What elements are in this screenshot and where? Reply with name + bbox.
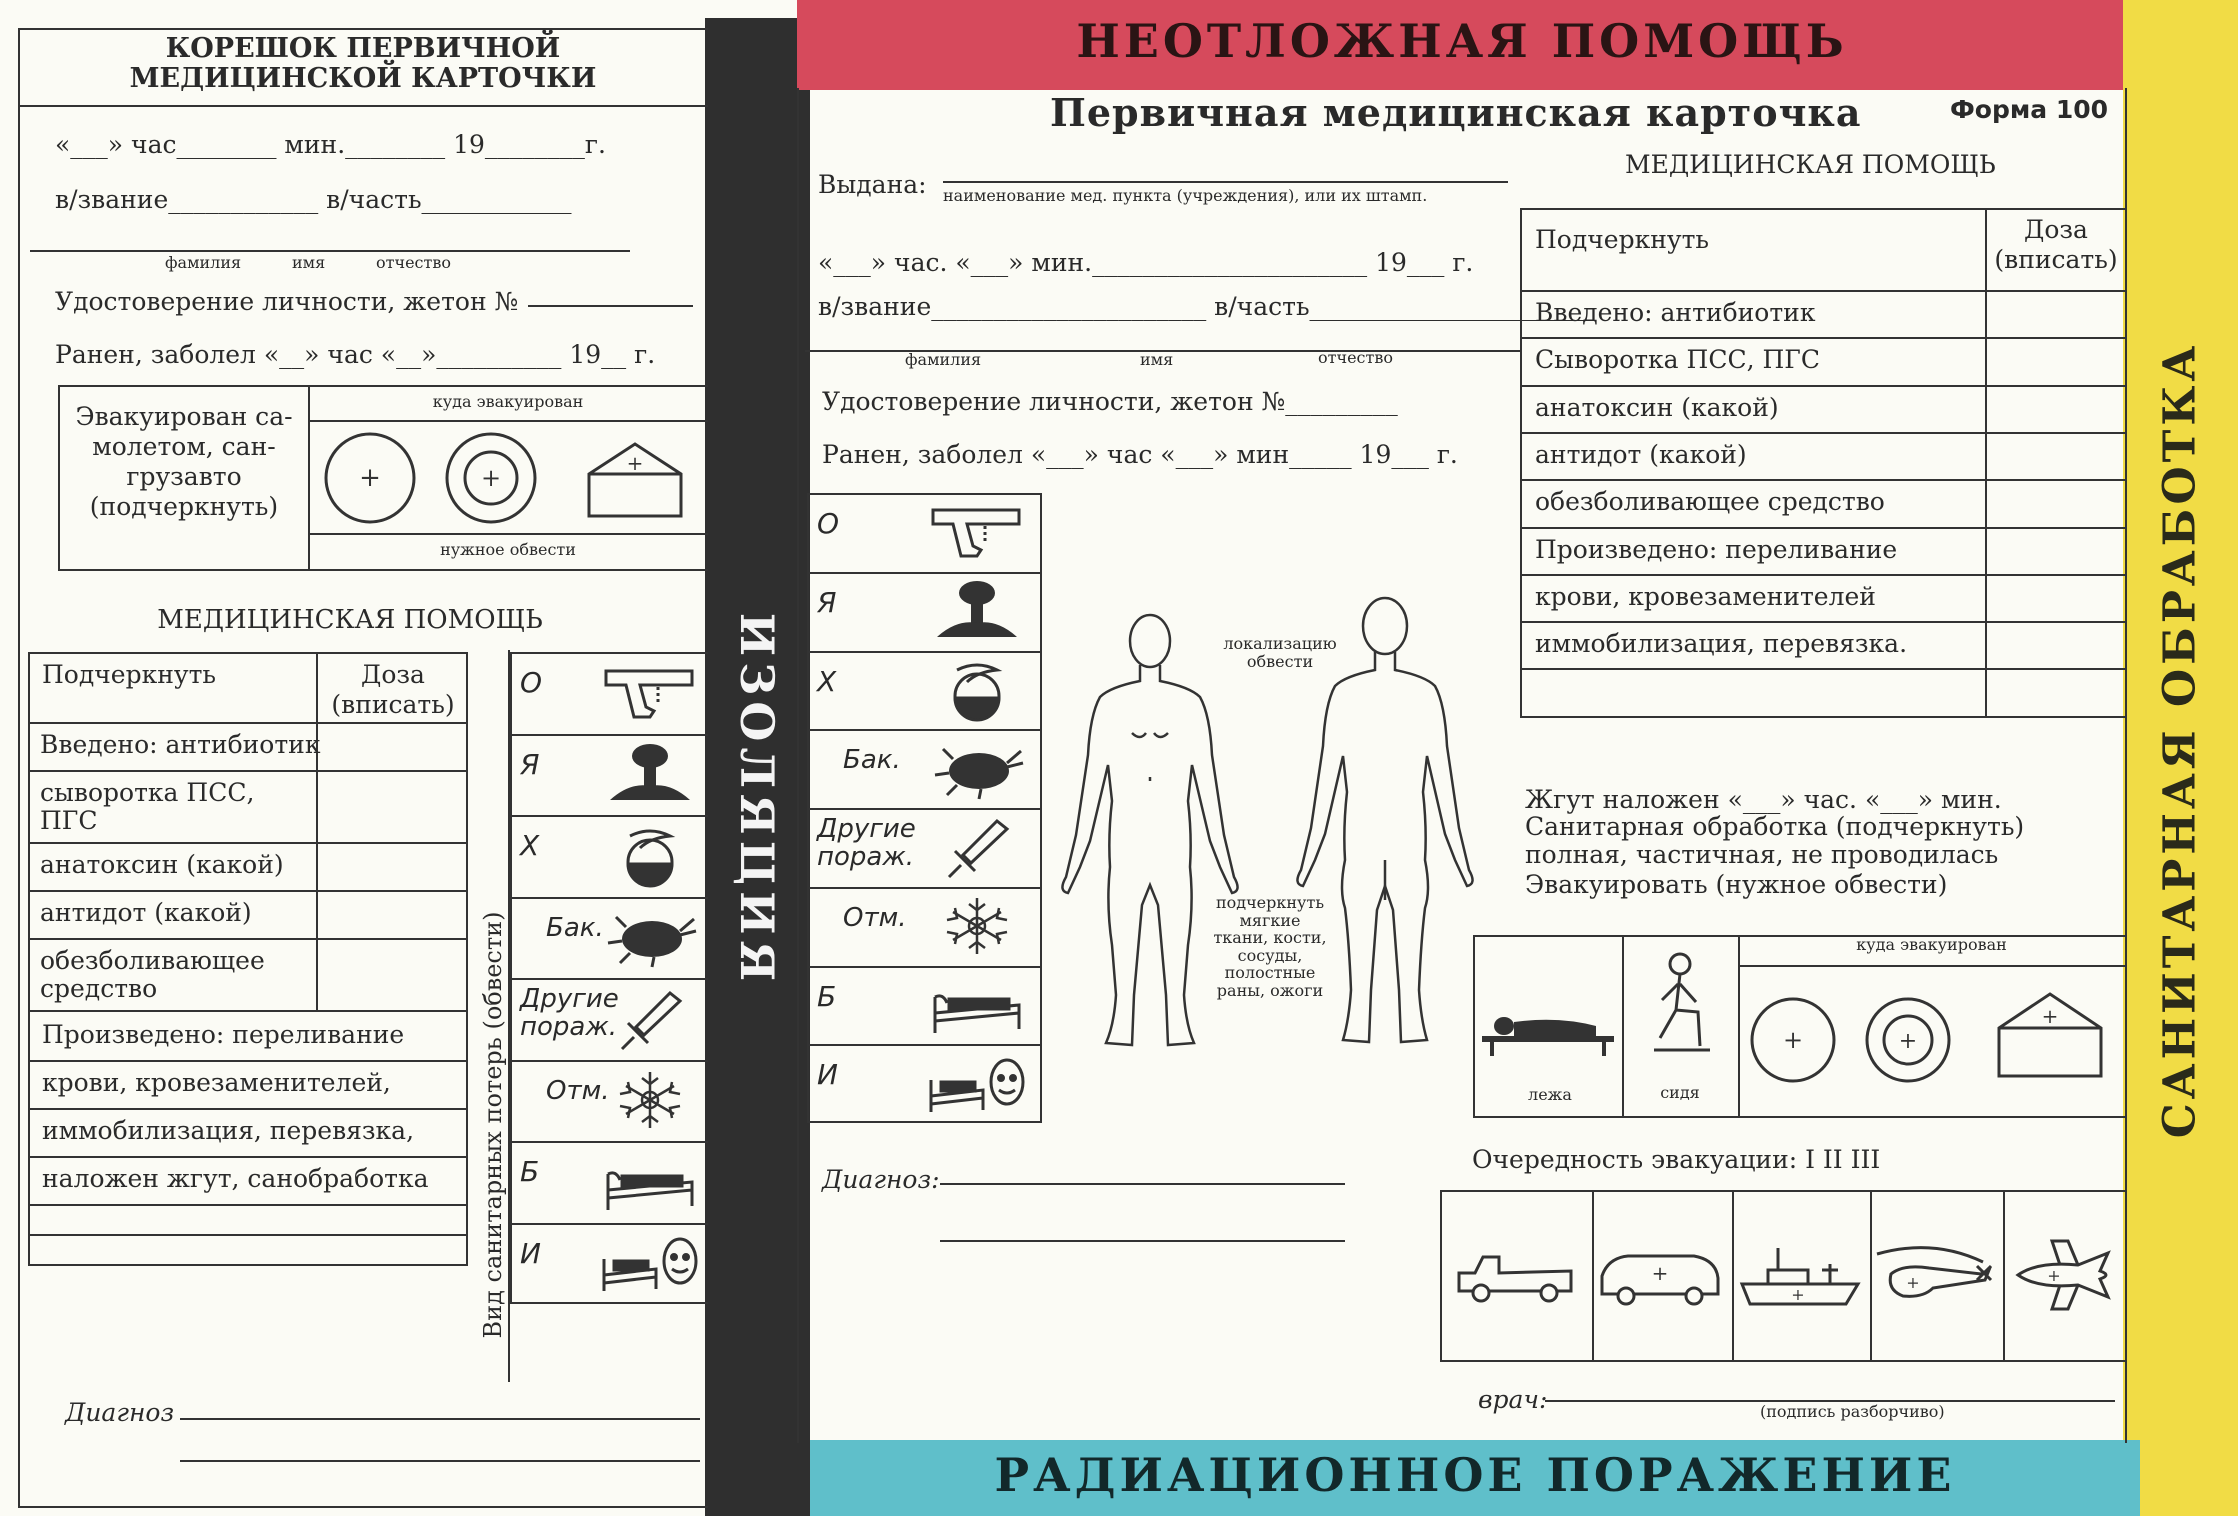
yellow-band-title: САНИТАРНАЯ ОБРАБОТКА [2154, 341, 2206, 1139]
card-table-dose-cell[interactable] [1987, 527, 2125, 574]
card-table-col2a: Доза [2024, 215, 2088, 244]
card-wounded-line[interactable]: Ранен, заболел «___» час «___» мин_____ 19___ г. [822, 440, 1458, 469]
card-date-line[interactable]: «___» час. «___» мин.______________________ 19___ г. [818, 248, 1474, 277]
svg-text:+: + [2041, 1004, 2059, 1028]
card-diagnosis-field2[interactable] [940, 1240, 1345, 1242]
stub-loss-code-label[interactable]: Отм. [546, 1075, 610, 1106]
stub-row-transfusion: Произведено: переливание [42, 1020, 405, 1049]
stub-row-antidote: антидот (какой) [40, 898, 252, 927]
card-evac-where: куда эвакуирован [1856, 935, 2007, 954]
issued-label: Выдана: [818, 170, 927, 199]
bug-icon[interactable] [600, 905, 700, 969]
sitting-person-icon[interactable] [1640, 950, 1720, 1060]
loss-code-divider [807, 1044, 1042, 1046]
isolation-band-title: ИЗОЛЯЦИЯ [730, 612, 784, 988]
stub-loss-code-label[interactable]: Я [520, 747, 540, 781]
card-table-row-label: антидот (какой) [1535, 439, 1747, 469]
body-localize-note: локализацию обвести [1223, 634, 1337, 671]
card-diagnosis-field[interactable] [940, 1183, 1345, 1185]
evac-priority[interactable]: Очередность эвакуации: I II III [1472, 1145, 1881, 1174]
tent-hospital-icon[interactable] [1995, 990, 2105, 1080]
stub-diagnosis-field2[interactable] [180, 1460, 700, 1462]
chemical-icon[interactable] [927, 658, 1027, 722]
stub-med-help-title: МЕДИЦИНСКАЯ ПОМОЩЬ [157, 605, 543, 635]
stub-row-serum: сыворотка ПСС, [40, 778, 255, 807]
card-loss-code-label[interactable]: Я [817, 585, 837, 619]
stub-row-blood: крови, кровезаменителей, [42, 1068, 391, 1097]
loss-code-divider [807, 651, 1042, 653]
stub-loss-code-label[interactable]: И [520, 1236, 541, 1270]
ship-icon[interactable] [1738, 1240, 1863, 1310]
svg-text:+: + [1906, 1273, 1920, 1292]
nuclear-cloud-icon[interactable] [600, 742, 700, 806]
card-loss-code-label[interactable]: Бак. [843, 745, 901, 776]
stub-evac-where: куда эвакуирован [432, 392, 584, 411]
sitting-label[interactable]: сидя [1660, 1083, 1700, 1102]
stub-id-field[interactable] [528, 305, 693, 307]
svg-text:+: + [480, 464, 502, 492]
stub-row-serum-pgs: ПГС [40, 806, 98, 835]
loss-code-divider [510, 1223, 708, 1225]
doctor-caption: (подпись разборчиво) [1760, 1402, 1945, 1421]
stub-row-tourniquet: наложен жгут, санобработка [42, 1164, 429, 1193]
stub-loss-code-label[interactable]: Другие [520, 984, 619, 1014]
stub-loss-code-label-line2[interactable]: пораж. [520, 1012, 618, 1042]
svg-text:+: + [1898, 1029, 1918, 1054]
loss-code-divider [510, 1141, 708, 1143]
body-caption-line: раны, ожоги [1216, 980, 1324, 1000]
stub-name-caption: фамилия имя отчество [165, 253, 451, 272]
card-table-col1: Подчеркнуть [1535, 225, 1710, 254]
tent-hospital-icon[interactable] [585, 440, 685, 520]
loss-code-divider [807, 729, 1042, 731]
stub-diagnosis-label: Диагноз [65, 1398, 175, 1427]
ambulance-icon[interactable] [1598, 1248, 1723, 1308]
card-table-col2b: (вписать) [1994, 245, 2118, 274]
red-band-title: НЕОТЛОЖНАЯ ПОМОЩЬ [1076, 14, 1848, 68]
stub-table-col1: Подчеркнуть [42, 660, 217, 689]
card-table-divider [1520, 668, 2125, 670]
card-table-dose-cell[interactable] [1987, 385, 2125, 432]
airplane-icon[interactable] [2008, 1235, 2118, 1315]
body-caption-line: ткани, кости, [1213, 928, 1327, 947]
form-number: Форма 100 [1950, 95, 2109, 124]
pistol-icon[interactable] [927, 500, 1027, 564]
sanitation-line2[interactable]: полная, частичная, не проводилась [1525, 840, 1999, 869]
stub-date-line[interactable]: «___» час________ мин.________ 19________г. [55, 130, 606, 159]
stub-evac-text1: Эвакуирован са- [75, 402, 293, 431]
stub-id-line: Удостоверение личности, жетон № [55, 287, 519, 316]
stub-row-immobilization: иммобилизация, перевязка, [42, 1116, 415, 1145]
dagger-icon[interactable] [927, 815, 1027, 879]
stub-loss-types-caption: Вид санитарных потерь (обвести) [479, 911, 507, 1339]
stub-diagnosis-field[interactable] [180, 1418, 700, 1420]
svg-text:+: + [626, 451, 644, 475]
card-table-row-label: Введено: антибиотик [1535, 298, 1816, 327]
helicopter-icon[interactable] [1873, 1240, 1998, 1310]
stub-row-analgesic: обезболивающее [40, 946, 265, 975]
pistol-icon[interactable] [600, 661, 700, 725]
double-circle-plus-icon[interactable] [1863, 995, 1953, 1085]
stub-rank-line[interactable]: в/звание____________ в/часть____________ [55, 185, 572, 214]
stretcher-lying-icon[interactable] [1478, 1010, 1618, 1065]
card-name-caption-name: имя [1140, 350, 1174, 369]
card-table-dose-cell[interactable] [1987, 290, 2125, 337]
nuclear-cloud-icon[interactable] [927, 579, 1027, 643]
card-table-dose-cell[interactable] [1987, 479, 2125, 526]
card-diagnosis-label: Диагноз: [822, 1165, 940, 1194]
card-table-row-label: анатоксин (какой) [1535, 392, 1779, 422]
stub-row-analgesic2: средство [40, 974, 158, 1003]
stub-evac-text4: (подчеркнуть) [89, 492, 279, 521]
stub-evac-text3: грузавто [126, 462, 242, 491]
card-loss-code-label[interactable]: Б [817, 979, 837, 1013]
card-table-row-label: Сыворотка ПСС, ПГС [1535, 345, 1820, 375]
stub-row-antibiotic: Введено: антибиотик [40, 730, 321, 759]
body-caption-line: полостные [1224, 963, 1316, 982]
loss-code-divider [510, 1060, 708, 1062]
card-loss-code-label[interactable]: Отм. [843, 902, 907, 933]
circle-plus-icon[interactable] [1748, 995, 1838, 1085]
card-loss-code-label-line2[interactable]: пораж. [817, 842, 915, 872]
stub-table-col2b: (вписать) [331, 690, 455, 719]
chemical-icon[interactable] [600, 824, 700, 888]
evacuate-line: Эвакуировать (нужное обвести) [1525, 870, 1948, 899]
card-table-row-label: крови, кровезаменителей [1535, 581, 1876, 611]
svg-text:+: + [1782, 1026, 1804, 1054]
svg-text:+: + [1791, 1285, 1805, 1304]
stub-table-col2a: Доза [361, 660, 425, 689]
loss-code-divider [510, 734, 708, 736]
bug-icon[interactable] [927, 737, 1027, 801]
svg-text:+: + [2047, 1266, 2061, 1285]
card-loss-code-label[interactable]: И [817, 1058, 838, 1092]
snowflake-icon[interactable] [927, 894, 1027, 958]
stub-loss-code-label[interactable]: О [520, 666, 543, 699]
card-id-line[interactable]: Удостоверение личности, жетон №_________ [822, 387, 1398, 416]
stub-loss-code-label[interactable]: Бак. [546, 912, 604, 943]
card-table-row-label: Произведено: переливание [1535, 534, 1898, 564]
issued-field[interactable] [943, 181, 1508, 183]
card-table-row-label: обезболивающее средство [1535, 487, 1885, 517]
card-table-dose-cell[interactable] [1987, 337, 2125, 384]
stub-row-anatoxin: анатоксин (какой) [40, 850, 284, 879]
card-loss-code-label[interactable]: О [817, 507, 840, 540]
blue-band-title: РАДИАЦИОННОЕ ПОРАЖЕНИЕ [994, 1448, 1956, 1502]
bed-icon[interactable] [600, 1150, 700, 1214]
bed-person-icon[interactable] [927, 1052, 1027, 1116]
tourniquet-line[interactable]: Жгут наложен «___» час. «___» мин. [1525, 785, 2002, 814]
card-table-row-label: иммобилизация, перевязка. [1535, 629, 1908, 659]
card-name-caption-patronymic: отчество [1318, 348, 1393, 367]
loss-code-divider [807, 808, 1042, 810]
stub-title-line1: КОРЕШОК ПЕРВИЧНОЙ [165, 33, 561, 64]
circle-plus-icon[interactable] [322, 430, 418, 526]
loss-code-divider [807, 572, 1042, 574]
card-table-dose-cell[interactable] [1987, 621, 2125, 668]
card-loss-code-label[interactable]: Х [817, 664, 837, 698]
stub-title-line2: МЕДИЦИНСКОЙ КАРТОЧКИ [129, 63, 597, 94]
stub-loss-code-label[interactable]: Б [520, 1155, 540, 1188]
sanitation-line1: Санитарная обработка (подчеркнуть) [1525, 812, 2025, 841]
card-loss-code-label[interactable]: Другие [817, 814, 916, 844]
loss-code-divider [807, 966, 1042, 968]
bed-icon[interactable] [927, 973, 1027, 1037]
loss-code-divider [510, 815, 708, 817]
body-caption-line: подчеркнуть [1215, 893, 1325, 912]
loss-code-divider [510, 897, 708, 899]
stub-evac-circle-note: нужное обвести [440, 540, 576, 559]
body-caption-line: мягкие [1239, 910, 1301, 930]
svg-text:+: + [359, 463, 381, 493]
double-circle-plus-icon[interactable] [443, 430, 539, 526]
card-name-caption-surname: фамилия [905, 350, 982, 369]
body-caption-line: сосуды, [1237, 945, 1303, 965]
bed-person-icon[interactable] [600, 1231, 700, 1295]
doctor-label: врач: [1478, 1385, 1548, 1414]
loss-code-divider [510, 978, 708, 980]
card-title: Первичная медицинская карточка [1050, 90, 1862, 135]
stub-evac-text2: молетом, сан- [92, 432, 276, 461]
stub-wounded-line[interactable]: Ранен, заболел «__» час «__»__________ 19__ г. [55, 340, 656, 369]
snowflake-icon[interactable] [600, 1068, 700, 1132]
loss-code-divider [807, 887, 1042, 889]
lying-label[interactable]: лежа [1528, 1085, 1572, 1104]
stub-loss-code-label[interactable]: Х [520, 829, 540, 862]
dagger-icon[interactable] [600, 987, 700, 1051]
card-table-dose-cell[interactable] [1987, 432, 2125, 479]
card-med-help-title: МЕДИЦИНСКАЯ ПОМОЩЬ [1625, 150, 1996, 179]
issued-caption: наименование мед. пункта (учреждения), или их штамп. [943, 186, 1428, 205]
truck-icon[interactable] [1455, 1245, 1575, 1305]
svg-text:+: + [1651, 1261, 1669, 1285]
card-table-dose-cell[interactable] [1987, 574, 2125, 621]
card-rank-line[interactable]: в/звание______________________ в/часть______________________ [818, 292, 1585, 321]
